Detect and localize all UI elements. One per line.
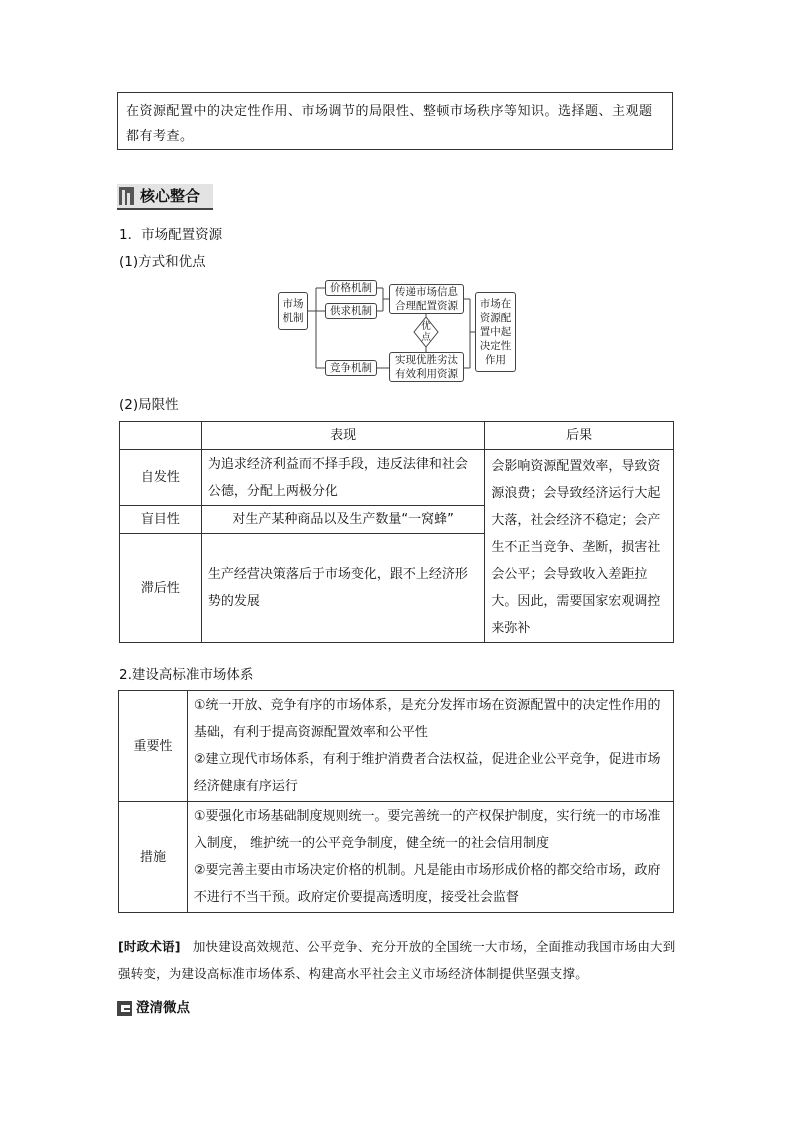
row-desc: 对生产某种商品以及生产数量“一窝蜂”: [201, 506, 484, 534]
clarify-marker-icon: [117, 1001, 132, 1016]
point-item: ①要强化市场基础制度规则统一。要完善统一的产权保护制度，实行统一的市场准入制度， 维护统一的公平竞争制度，健全统一的社会信用制度: [193, 809, 661, 851]
heading-market-system: 2.建设高标准市场体系: [119, 667, 254, 683]
price-mechanism-box: 价格机制: [325, 280, 377, 296]
point-item: ②建立现代市场体系，有利于维护消费者合法权益，促进企业公平竞争，促进市场经济健康有序运行: [193, 752, 661, 794]
info-allocation-box: 传递市场信息 合理配置资源: [389, 284, 464, 314]
survival-box: 实现优胜劣汰 有效利用资源: [389, 352, 464, 382]
subheading-methods: (1)方式和优点: [119, 254, 206, 270]
section-header: [117, 184, 213, 208]
policy-term-label: [时政术语]: [118, 939, 181, 954]
row-points: [187, 802, 673, 913]
policy-term-paragraph: [118, 933, 678, 987]
row-name: 滞后性: [120, 534, 202, 643]
policy-term-text: 加快建设高效规范、公平竞争、充分开放的全国统一大市场，全面推动我国市场由大到强转变，为建设高标准市场体系、构建高水平社会主义市场经济体制提供坚强支撑。: [118, 939, 676, 981]
result-box: 市场在 资源配 置中起 决定性 作用: [475, 292, 516, 372]
clarify-title: 澄清微点: [136, 1000, 190, 1016]
header-cell-consequence: 后果: [485, 422, 674, 450]
mechanism-diagram: [278, 280, 518, 380]
table-row: [119, 691, 674, 802]
table-row: [120, 450, 674, 506]
row-name: 自发性: [120, 450, 202, 506]
limitations-table: [119, 421, 674, 643]
section-title: 核心整合: [140, 187, 201, 205]
row-desc: 为追求经济利益而不择手段，违反法律和社会公德，分配上两极分化: [201, 450, 484, 506]
intro-box: [117, 92, 673, 150]
intro-text: 在资源配置中的决定性作用、市场调节的局限性、整顿市场秩序等知识。选择题、主观题都有考查。: [126, 104, 653, 144]
row-name: 措施: [119, 802, 188, 913]
consequence-cell: 会影响资源配置效率，导致资源浪费；会导致经济运行大起大落，社会经济不稳定；会产生不正当竞争、垄断，损害社会公平；会导致收入差距拉大。因此，需要国家宏观调控来弥补: [485, 450, 674, 643]
header-cell-performance: 表现: [201, 422, 484, 450]
supply-demand-mechanism-box: 供求机制: [325, 303, 377, 319]
row-desc: 生产经营决策落后于市场变化，跟不上经济形势的发展: [201, 534, 484, 643]
market-mechanism-box: 市场 机制: [278, 292, 308, 330]
table-row: [119, 802, 674, 913]
point-item: ①统一开放、竞争有序的市场体系，是充分发挥市场在资源配置中的决定性作用的基础，有利于提高资源配置效率和公平性: [193, 698, 661, 740]
market-system-table: [118, 690, 674, 913]
section-marker-icon: [119, 187, 134, 205]
point-item: ②要完善主要由市场决定价格的机制。凡是能由市场形成价格的都交给市场，政府不进行不当干预。政府定价要提高透明度，接受社会监督: [193, 863, 661, 905]
advantage-label: 优 点: [421, 321, 431, 343]
subheading-limitations: (2)局限性: [119, 397, 179, 413]
table-header-row: [120, 422, 674, 450]
row-name: 盲目性: [120, 506, 202, 534]
competition-mechanism-box: 竞争机制: [325, 360, 377, 376]
heading-market-allocation: 1．市场配置资源: [119, 227, 223, 243]
section-underline: [117, 208, 213, 210]
row-points: [187, 691, 673, 802]
row-name: 重要性: [119, 691, 188, 802]
header-cell-empty: [120, 422, 202, 450]
